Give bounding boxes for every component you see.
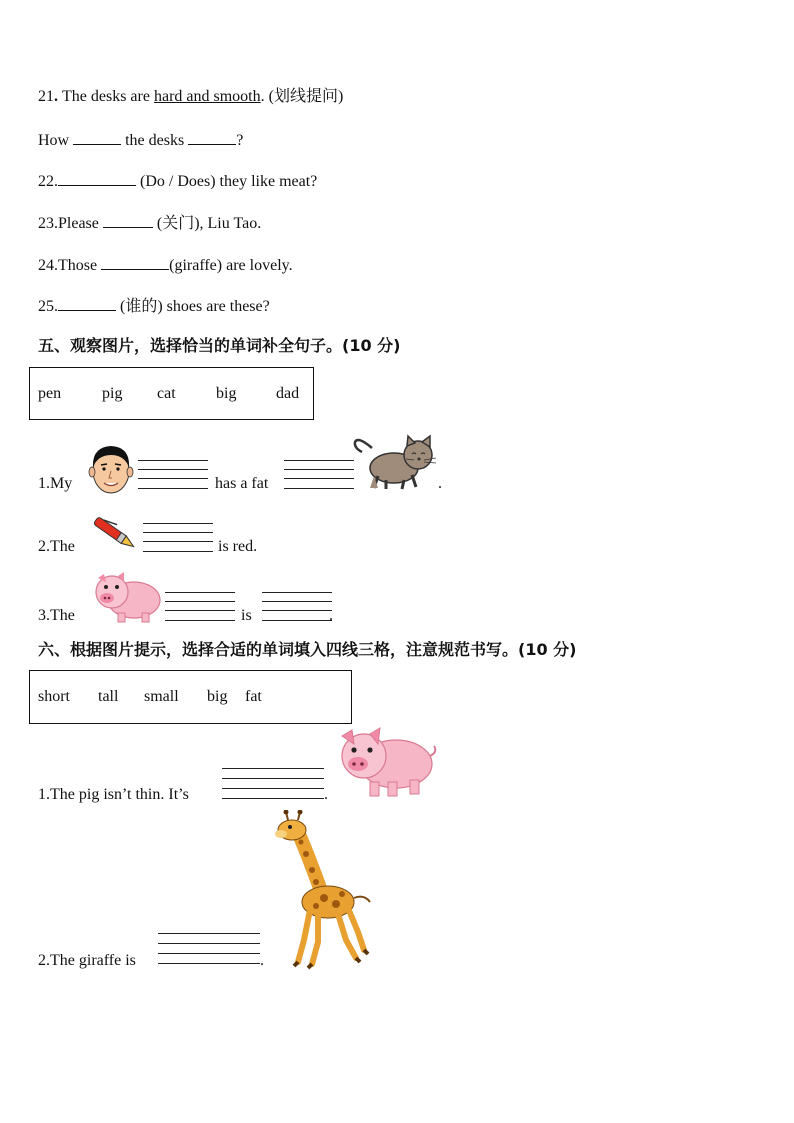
four-line-grid[interactable] — [138, 460, 208, 490]
giraffe-icon — [268, 810, 376, 970]
answer-blank[interactable] — [188, 129, 236, 145]
man-face-icon — [88, 441, 134, 495]
q23-prefix: 23.Please — [38, 215, 103, 232]
s5-2-prefix: 2.The — [38, 538, 75, 555]
q24-text: (giraffe) are lovely. — [169, 257, 293, 274]
s5-1-end: . — [438, 475, 442, 492]
q21-dot: . — [54, 88, 62, 105]
word-bank-item: pen — [38, 385, 62, 402]
answer-blank[interactable] — [58, 295, 116, 311]
q21b-middle: the desks — [121, 132, 189, 149]
q25-text: (谁的) shoes are these? — [116, 298, 270, 315]
four-line-grid[interactable] — [222, 768, 324, 798]
pig-icon — [334, 726, 438, 800]
word-bank-item: short — [38, 688, 70, 705]
q22-text: (Do / Does) they like meat? — [136, 173, 318, 190]
word-bank-item: big — [216, 385, 237, 402]
s5-3-prefix: 3.The — [38, 607, 75, 624]
four-line-grid[interactable] — [165, 592, 235, 622]
q22-number: 22. — [38, 173, 58, 190]
s5-2-suffix: is red. — [218, 538, 258, 555]
q24-prefix: 24.Those — [38, 257, 102, 274]
word-bank-item: small — [144, 688, 179, 705]
s5-1-middle: has a fat — [215, 475, 269, 492]
q21-suffix: . (划线提问) — [260, 88, 344, 105]
answer-blank[interactable] — [73, 129, 121, 145]
answer-blank[interactable] — [103, 212, 153, 228]
word-bank-item: tall — [98, 688, 119, 705]
section-5-heading: 五、观察图片，选择恰当的单词补全句子。(10 分) — [38, 336, 401, 355]
answer-blank[interactable] — [101, 254, 169, 270]
question-25 — [38, 295, 270, 317]
word-bank-item: cat — [157, 385, 176, 402]
word-bank-5 — [29, 367, 314, 420]
q21-underlined-phrase: hard and smooth — [153, 88, 261, 105]
word-bank-item: pig — [102, 385, 123, 402]
word-bank-item: big — [207, 688, 228, 705]
q25-prefix: 25. — [38, 298, 58, 315]
four-line-grid[interactable] — [158, 933, 260, 963]
q23-text: (关门), Liu Tao. — [152, 215, 262, 232]
question-23 — [38, 212, 261, 234]
q21-prefix: The desks are — [62, 88, 154, 105]
s6-2-end: . — [260, 952, 264, 969]
section-6-heading: 六、根据图片提示，选择合适的单词填入四线三格，注意规范书写。(10 分) — [38, 640, 577, 659]
s6-1-prefix: 1.The pig isn’t thin. It’s — [38, 786, 189, 803]
s5-3-end: . — [329, 607, 333, 624]
q21-number: 21 — [38, 88, 54, 105]
four-line-grid[interactable] — [284, 460, 354, 490]
word-bank-item: fat — [245, 688, 262, 705]
pen-icon — [90, 513, 140, 553]
pig-icon — [90, 570, 164, 624]
four-line-grid[interactable] — [143, 523, 213, 553]
four-line-grid[interactable] — [262, 592, 332, 622]
question-21-answer — [38, 129, 243, 151]
cat-icon — [352, 430, 438, 492]
question-21 — [38, 87, 343, 107]
word-bank-6 — [29, 670, 352, 724]
s6-1-end: . — [324, 786, 328, 803]
answer-blank[interactable] — [58, 170, 136, 186]
s6-2-prefix: 2.The giraffe is — [38, 952, 136, 969]
q21b-suffix: ? — [236, 132, 244, 149]
question-24 — [38, 254, 293, 276]
s5-1-prefix: 1.My — [38, 475, 73, 492]
word-bank-item: dad — [276, 385, 300, 402]
question-22 — [38, 170, 317, 192]
q21b-prefix: How — [38, 132, 74, 149]
s5-3-middle: is — [241, 607, 252, 624]
